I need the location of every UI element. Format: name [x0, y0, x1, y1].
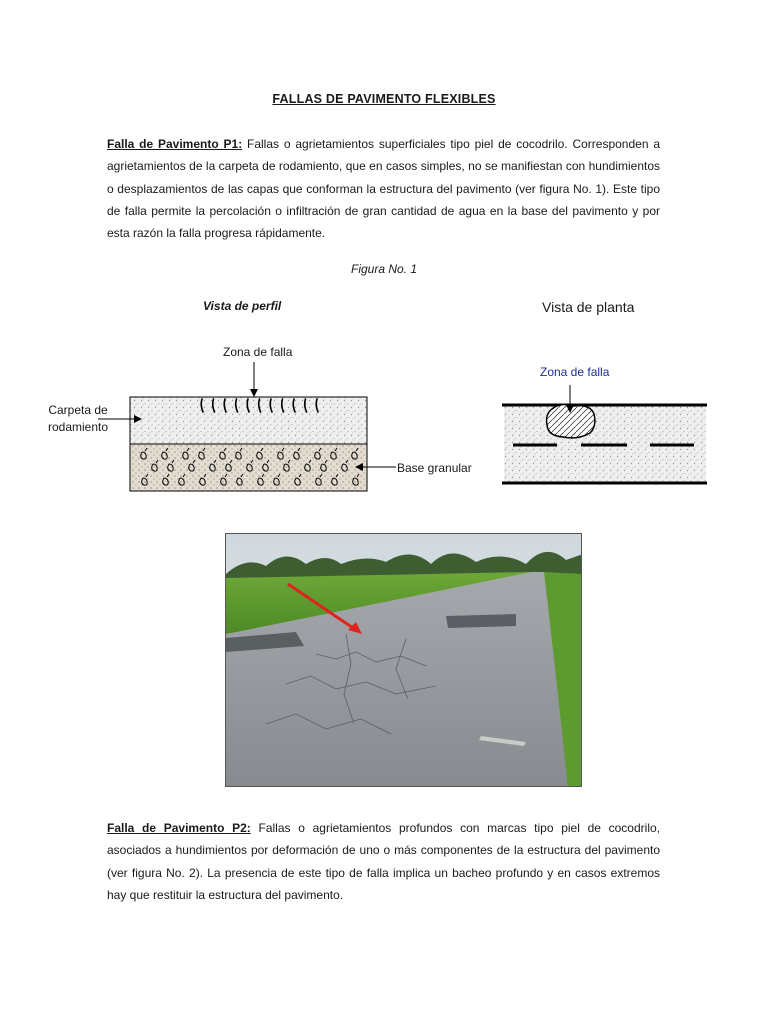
plan-diagram: [502, 385, 707, 483]
carpeta-label-line1: Carpeta de: [48, 403, 108, 417]
paragraph-p2-lead: Falla de Pavimento P2:: [107, 821, 251, 835]
carpeta-label-line2: rodamiento: [48, 420, 109, 434]
zona-falla-label: Zona de falla: [223, 345, 293, 359]
carpeta-label: [48, 402, 108, 436]
falla-zone: [547, 405, 595, 438]
page-title: FALLAS DE PAVIMENTO FLEXIBLES: [272, 92, 496, 106]
paragraph-p1-text: Fallas o agrietamientos superficiales tipo piel de cocodrilo. Corresponden a agrietamientos de la carpeta de rodamiento, que en casos simples, no se manifiestan con hundimientos o desplazamientos de las capas que conforman la estructura del pavimento (ver figura No. 1). Este tipo de falla permite la percolación o infiltración de gran cantidad de agua en la base del pavimento y por esta razón la falla progresa rápidamente.: [107, 137, 660, 241]
paragraph-p2: [107, 817, 660, 906]
plan-view-title: Vista de planta: [542, 299, 635, 315]
figure-caption: Figura No. 1: [350, 262, 418, 276]
profile-view-title: Vista de perfil: [203, 299, 282, 313]
paragraph-p1-lead: Falla de Pavimento P1:: [107, 137, 243, 151]
carpeta-layer: [130, 397, 367, 444]
road-photo-image: [226, 534, 582, 787]
zona-falla-plan-label: Zona de falla: [540, 365, 610, 379]
road-photo: [225, 533, 582, 787]
paragraph-p2-text: Fallas o agrietamientos profundos con marcas tipo piel de cocodrilo, asociados a hundimientos por deformación de uno o más componentes de la estructura del pavimento (ver figura No. 2). La presencia de este tipo de falla implica un bacheo profundo y en casos extremos hay que restituir la estructura del pavimento.: [107, 821, 660, 902]
base-layer: [130, 444, 367, 491]
base-granular-label: Base granular: [397, 461, 472, 475]
profile-diagram: [98, 362, 396, 491]
